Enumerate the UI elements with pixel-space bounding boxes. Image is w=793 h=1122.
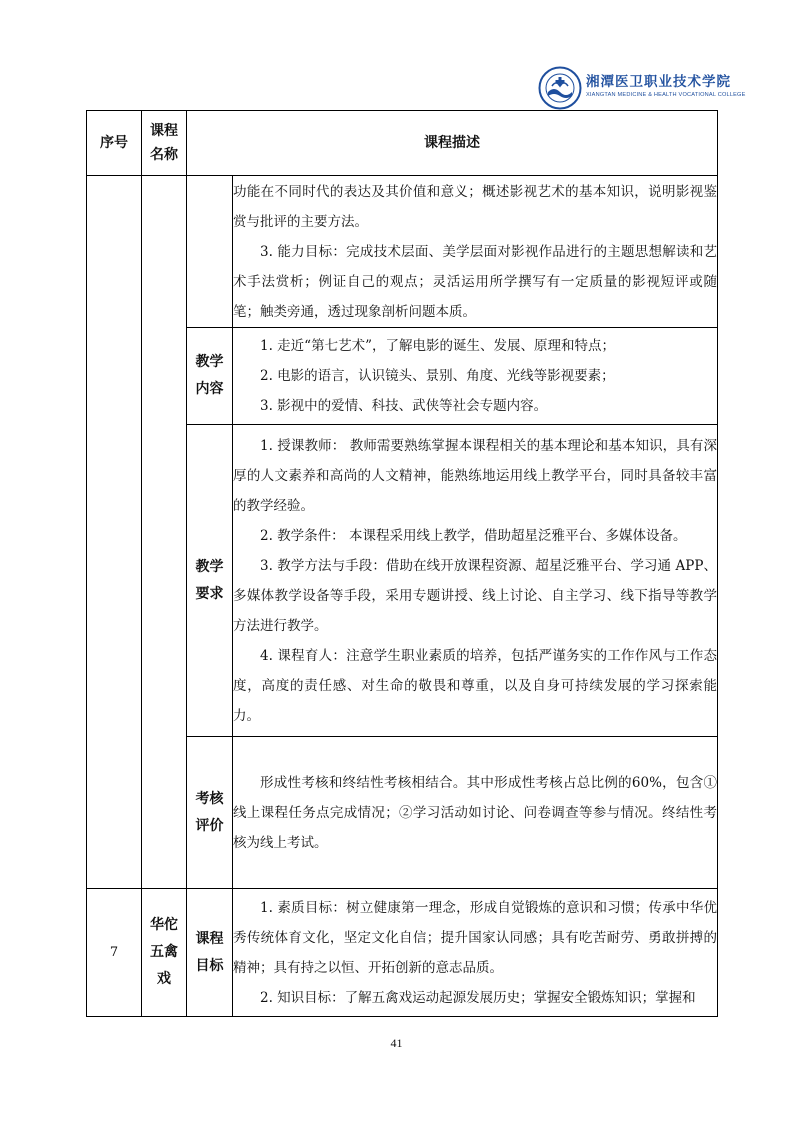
course-name-line2: 五禽 bbox=[150, 944, 178, 960]
header-seq: 序号 bbox=[87, 111, 142, 176]
table-row bbox=[87, 889, 718, 1017]
course-name-line1: 华佗 bbox=[150, 917, 178, 933]
table-row bbox=[87, 176, 718, 328]
list-item: 2. 电影的语言，认识镜头、景别、角度、光线等影视要素； bbox=[260, 368, 615, 384]
header-course-name-line1: 课程 bbox=[150, 123, 178, 139]
header-course-name bbox=[142, 111, 187, 176]
course-objective bbox=[233, 889, 718, 1017]
objective-continuation bbox=[233, 176, 718, 328]
header-course-name-line2: 名称 bbox=[150, 147, 178, 163]
course-name-cell-empty bbox=[142, 176, 187, 889]
teaching-content-label bbox=[187, 328, 233, 425]
teaching-requirements-label bbox=[187, 425, 233, 737]
teaching-content bbox=[233, 328, 718, 425]
teaching-requirements bbox=[233, 425, 718, 737]
seq-cell-empty bbox=[87, 176, 142, 889]
course-objective-label bbox=[187, 889, 233, 1017]
course-name-line3: 戏 bbox=[157, 971, 171, 987]
list-item: 2. 教学条件： 本课程采用线上教学，借助超星泛雅平台、多媒体设备。 bbox=[260, 527, 687, 544]
list-item: 4. 课程育人：注意学生职业素质的培养，包括严谨务实的工作作风与工作态度，高度的责任感、对生命的敬畏和尊重，以及自身可持续发展的学习探索能力。 bbox=[233, 647, 717, 724]
assessment-paragraph: 形成性考核和终结性考核相结合。其中形成性考核占总比例的60%，包含①线上课程任务点完成情况；②学习活动如讨论、问卷调查等参与情况。终结性考核为线上考试。 bbox=[233, 774, 717, 851]
teaching-content-label-line2: 内容 bbox=[195, 381, 224, 397]
college-logo bbox=[538, 66, 748, 110]
assessment-label-line1: 考核 bbox=[195, 790, 224, 807]
assessment-label bbox=[187, 737, 233, 889]
page-number: 41 bbox=[390, 1036, 403, 1050]
teaching-requirements-label-line1: 教学 bbox=[195, 558, 224, 575]
course-objective-label-line1: 课程 bbox=[195, 930, 224, 947]
assessment-text bbox=[233, 737, 718, 889]
list-item: 1. 授课教师： 教师需要熟练掌握本课程相关的基本理论和基本知识，具有深厚的人文素养和高尚的人文精神，能熟练地运用线上教学平台，同时具备较丰富的教学经验。 bbox=[233, 437, 717, 514]
ability-objective: 3. 能力目标：完成技术层面、美学层面对影视作品进行的主题思想解读和艺术手法赏析；例证自己的观点；灵活运用所学撰写有一定质量的影视短评或随笔；触类旁通，透过现象剖析问题本质。 bbox=[233, 243, 717, 320]
college-name-cn: 湘潭医卫职业技术学院 bbox=[586, 74, 731, 90]
college-seal-icon bbox=[538, 66, 582, 110]
objective-continuation-line: 功能在不同时代的表达及其价值和意义；概述影视艺术的基本知识，说明影视鉴赏与批评的主要方法。 bbox=[233, 183, 717, 230]
course-objective-label-line2: 目标 bbox=[195, 957, 224, 974]
list-item: 1. 素质目标：树立健康第一理念，形成自觉锻炼的意识和习惯；传承中华优秀传统体育文化，坚定文化自信；提升国家认同感；具有吃苦耐劳、勇敢拼搏的精神；具有持之以恒、开拓创新的意志品质。 bbox=[233, 899, 717, 976]
table-header-row bbox=[87, 111, 718, 176]
header-description: 课程描述 bbox=[187, 111, 718, 176]
course-seq: 7 bbox=[87, 889, 142, 1017]
list-item: 3. 影视中的爱情、科技、武侠等社会专题内容。 bbox=[260, 398, 548, 414]
course-name bbox=[142, 889, 187, 1017]
sub-label-empty bbox=[187, 176, 233, 328]
teaching-requirements-label-line2: 要求 bbox=[195, 585, 224, 602]
teaching-content-label-line1: 教学 bbox=[195, 354, 224, 370]
course-table bbox=[86, 110, 718, 1017]
assessment-label-line2: 评价 bbox=[195, 817, 224, 834]
list-item: 1. 走近“第七艺术”，了解电影的诞生、发展、原理和特点； bbox=[260, 338, 615, 354]
college-name-en: XIANGTAN MEDICINE & HEALTH VOCATIONAL COLLEGE bbox=[586, 92, 746, 98]
list-item: 2. 知识目标：了解五禽戏运动起源发展历史；掌握安全锻炼知识；掌握和 bbox=[260, 989, 696, 1006]
list-item: 3. 教学方法与手段：借助在线开放课程资源、超星泛雅平台、学习通 APP、多媒体教学设备等手段，采用专题讲授、线上讨论、自主学习、线下指导等教学方法进行教学。 bbox=[233, 557, 717, 634]
